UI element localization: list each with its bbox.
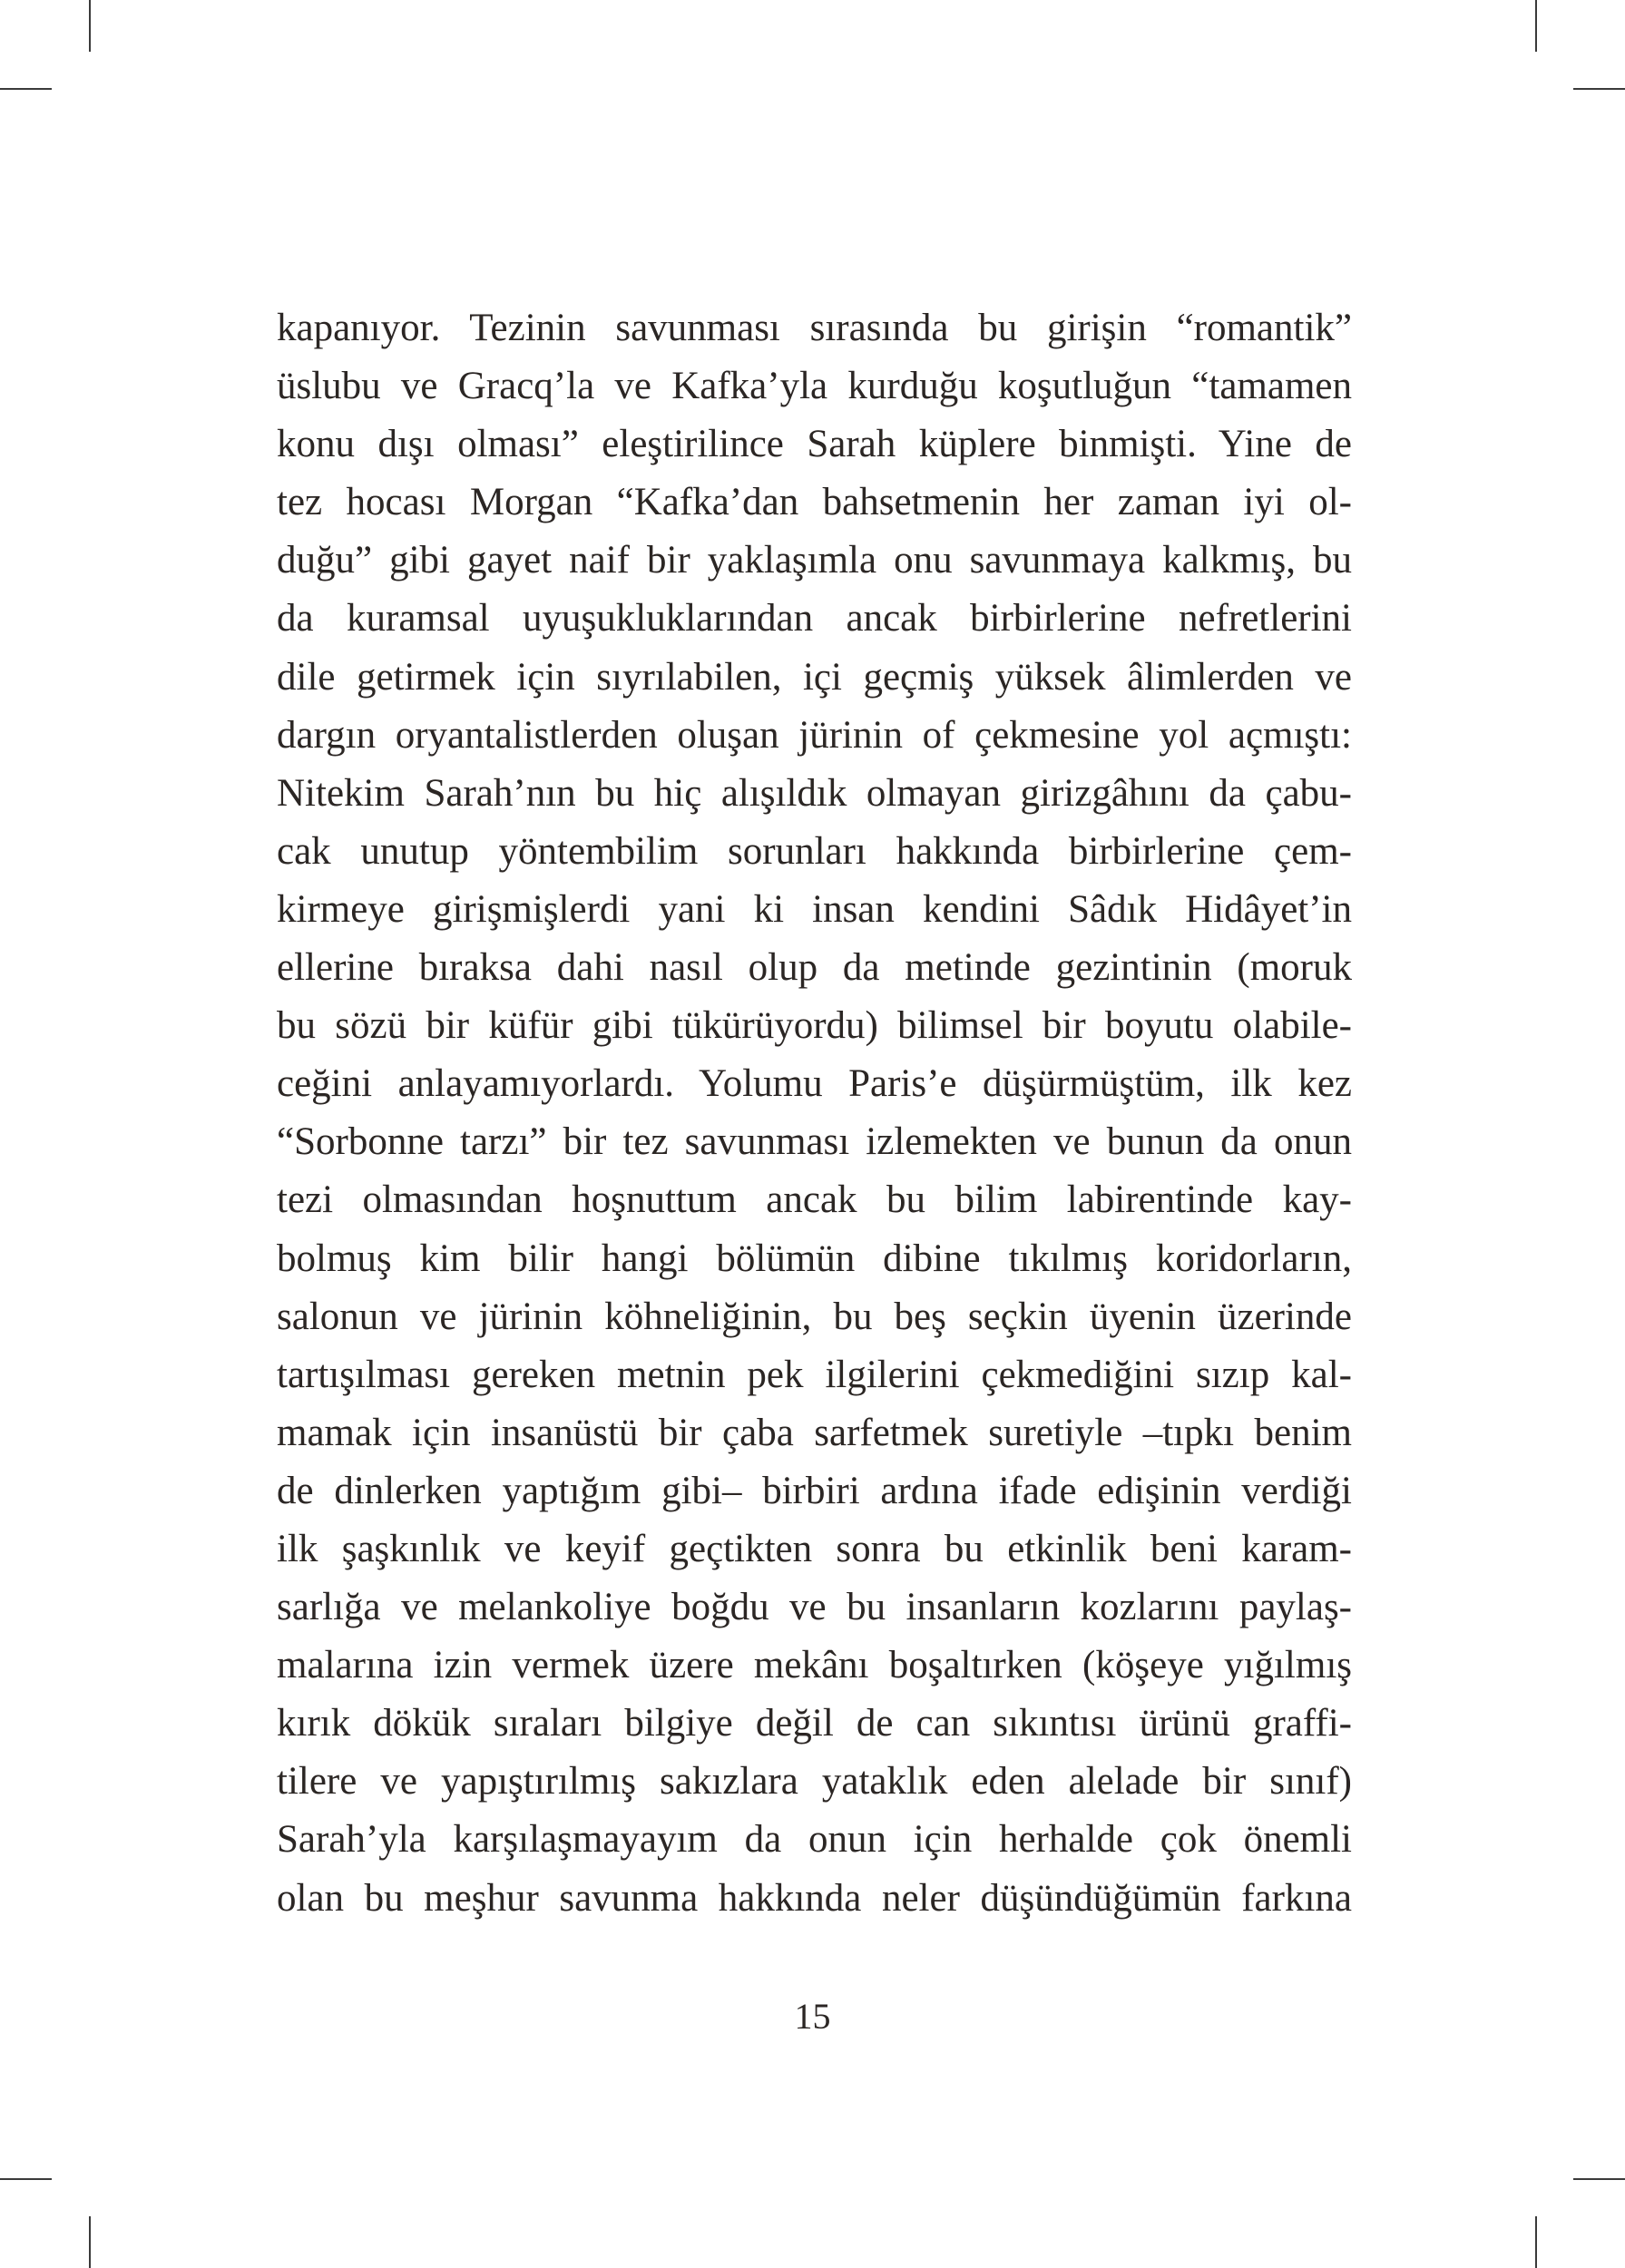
- text-line: tilere ve yapıştırılmış sakızlara yataklık eden alelade bir sınıf): [277, 1760, 1352, 1804]
- text-line: üslubu ve Gracq’la ve Kafka’yla kurduğu koşutluğun “tamamen: [277, 365, 1352, 408]
- text-line: tezi olmasından hoşnuttum ancak bu bilim labirentinde kay-: [277, 1178, 1352, 1222]
- text-line: de dinlerken yaptığım gibi– birbiri ardına ifade edişinin verdiği: [277, 1469, 1352, 1512]
- crop-mark-top-left-horizontal: [0, 88, 52, 90]
- body-text: [277, 299, 1352, 1928]
- text-line: malarına izin vermek üzere mekânı boşaltırken (köşeye yığılmış: [277, 1644, 1352, 1687]
- text-line: da kuramsal uyuşukluklarından ancak birbirlerine nefretlerini: [277, 597, 1352, 640]
- crop-mark-bottom-right-horizontal: [1573, 2178, 1625, 2180]
- text-line: duğu” gibi gayet naif bir yaklaşımla onu savunmaya kalkmış, bu: [277, 539, 1352, 582]
- text-line: cak unutup yöntembilim sorunları hakkında birbirlerine çem-: [277, 829, 1352, 873]
- crop-mark-bottom-left-vertical: [89, 2216, 91, 2268]
- text-line: bu sözü bir küfür gibi tükürüyordu) bilimsel bir boyutu olabile-: [277, 1004, 1352, 1048]
- text-line: ceğini anlayamıyorlardı. Yolumu Paris’e düşürmüştüm, ilk kez: [277, 1062, 1352, 1106]
- page-number: 15: [794, 1996, 831, 2037]
- crop-mark-bottom-right-vertical: [1535, 2216, 1537, 2268]
- text-line: Nitekim Sarah’nın bu hiç alışıldık olmayan girizgâhını da çabu-: [277, 771, 1352, 815]
- text-line: kırık dökük sıraları bilgiye değil de can sıkıntısı ürünü graffi-: [277, 1702, 1352, 1745]
- text-line: kapanıyor. Tezinin savunması sırasında bu girişin “romantik”: [277, 307, 1352, 349]
- text-line: salonun ve jürinin köhneliğinin, bu beş seçkin üyenin üzerinde: [277, 1295, 1352, 1338]
- text-line: tez hocası Morgan “Kafka’dan bahsetmenin her zaman iyi ol-: [277, 481, 1352, 524]
- crop-mark-top-right-vertical: [1535, 0, 1537, 52]
- text-line: konu dışı olması” eleştirilince Sarah küplere binmişti. Yine de: [277, 423, 1352, 466]
- text-line: dargın oryantalistlerden oluşan jürinin of çekmesine yol açmıştı:: [277, 713, 1352, 757]
- text-line: ellerine bıraksa dahi nasıl olup da metinde gezintinin (moruk: [277, 946, 1352, 990]
- text-line: olan bu meşhur savunma hakkında neler düşündüğümün farkına: [277, 1876, 1352, 1920]
- text-line: ilk şaşkınlık ve keyif geçtikten sonra bu etkinlik beni karam-: [277, 1527, 1352, 1570]
- text-line: kirmeye girişmişlerdi yani ki insan kendini Sâdık Hidâyet’in: [277, 887, 1352, 931]
- text-line: sarlığa ve melankoliye boğdu ve bu insanların kozlarını paylaş-: [277, 1586, 1352, 1629]
- text-line: dile getirmek için sıyrılabilen, içi geçmiş yüksek âlimlerden ve: [277, 655, 1352, 699]
- text-line: “Sorbonne tarzı” bir tez savunması izlemekten ve bunun da onun: [277, 1120, 1352, 1164]
- text-line: mamak için insanüstü bir çaba sarfetmek suretiyle –tıpkı benim: [277, 1411, 1352, 1454]
- text-line: tartışılması gereken metnin pek ilgilerini çekmediğini sızıp kal-: [277, 1353, 1352, 1396]
- text-line: Sarah’yla karşılaşmayayım da onun için herhalde çok önemli: [277, 1818, 1352, 1862]
- text-line: bolmuş kim bilir hangi bölümün dibine tıkılmış koridorların,: [277, 1237, 1352, 1280]
- crop-mark-bottom-left-horizontal: [0, 2178, 52, 2180]
- crop-mark-top-left-vertical: [89, 0, 91, 52]
- crop-mark-top-right-horizontal: [1573, 88, 1625, 90]
